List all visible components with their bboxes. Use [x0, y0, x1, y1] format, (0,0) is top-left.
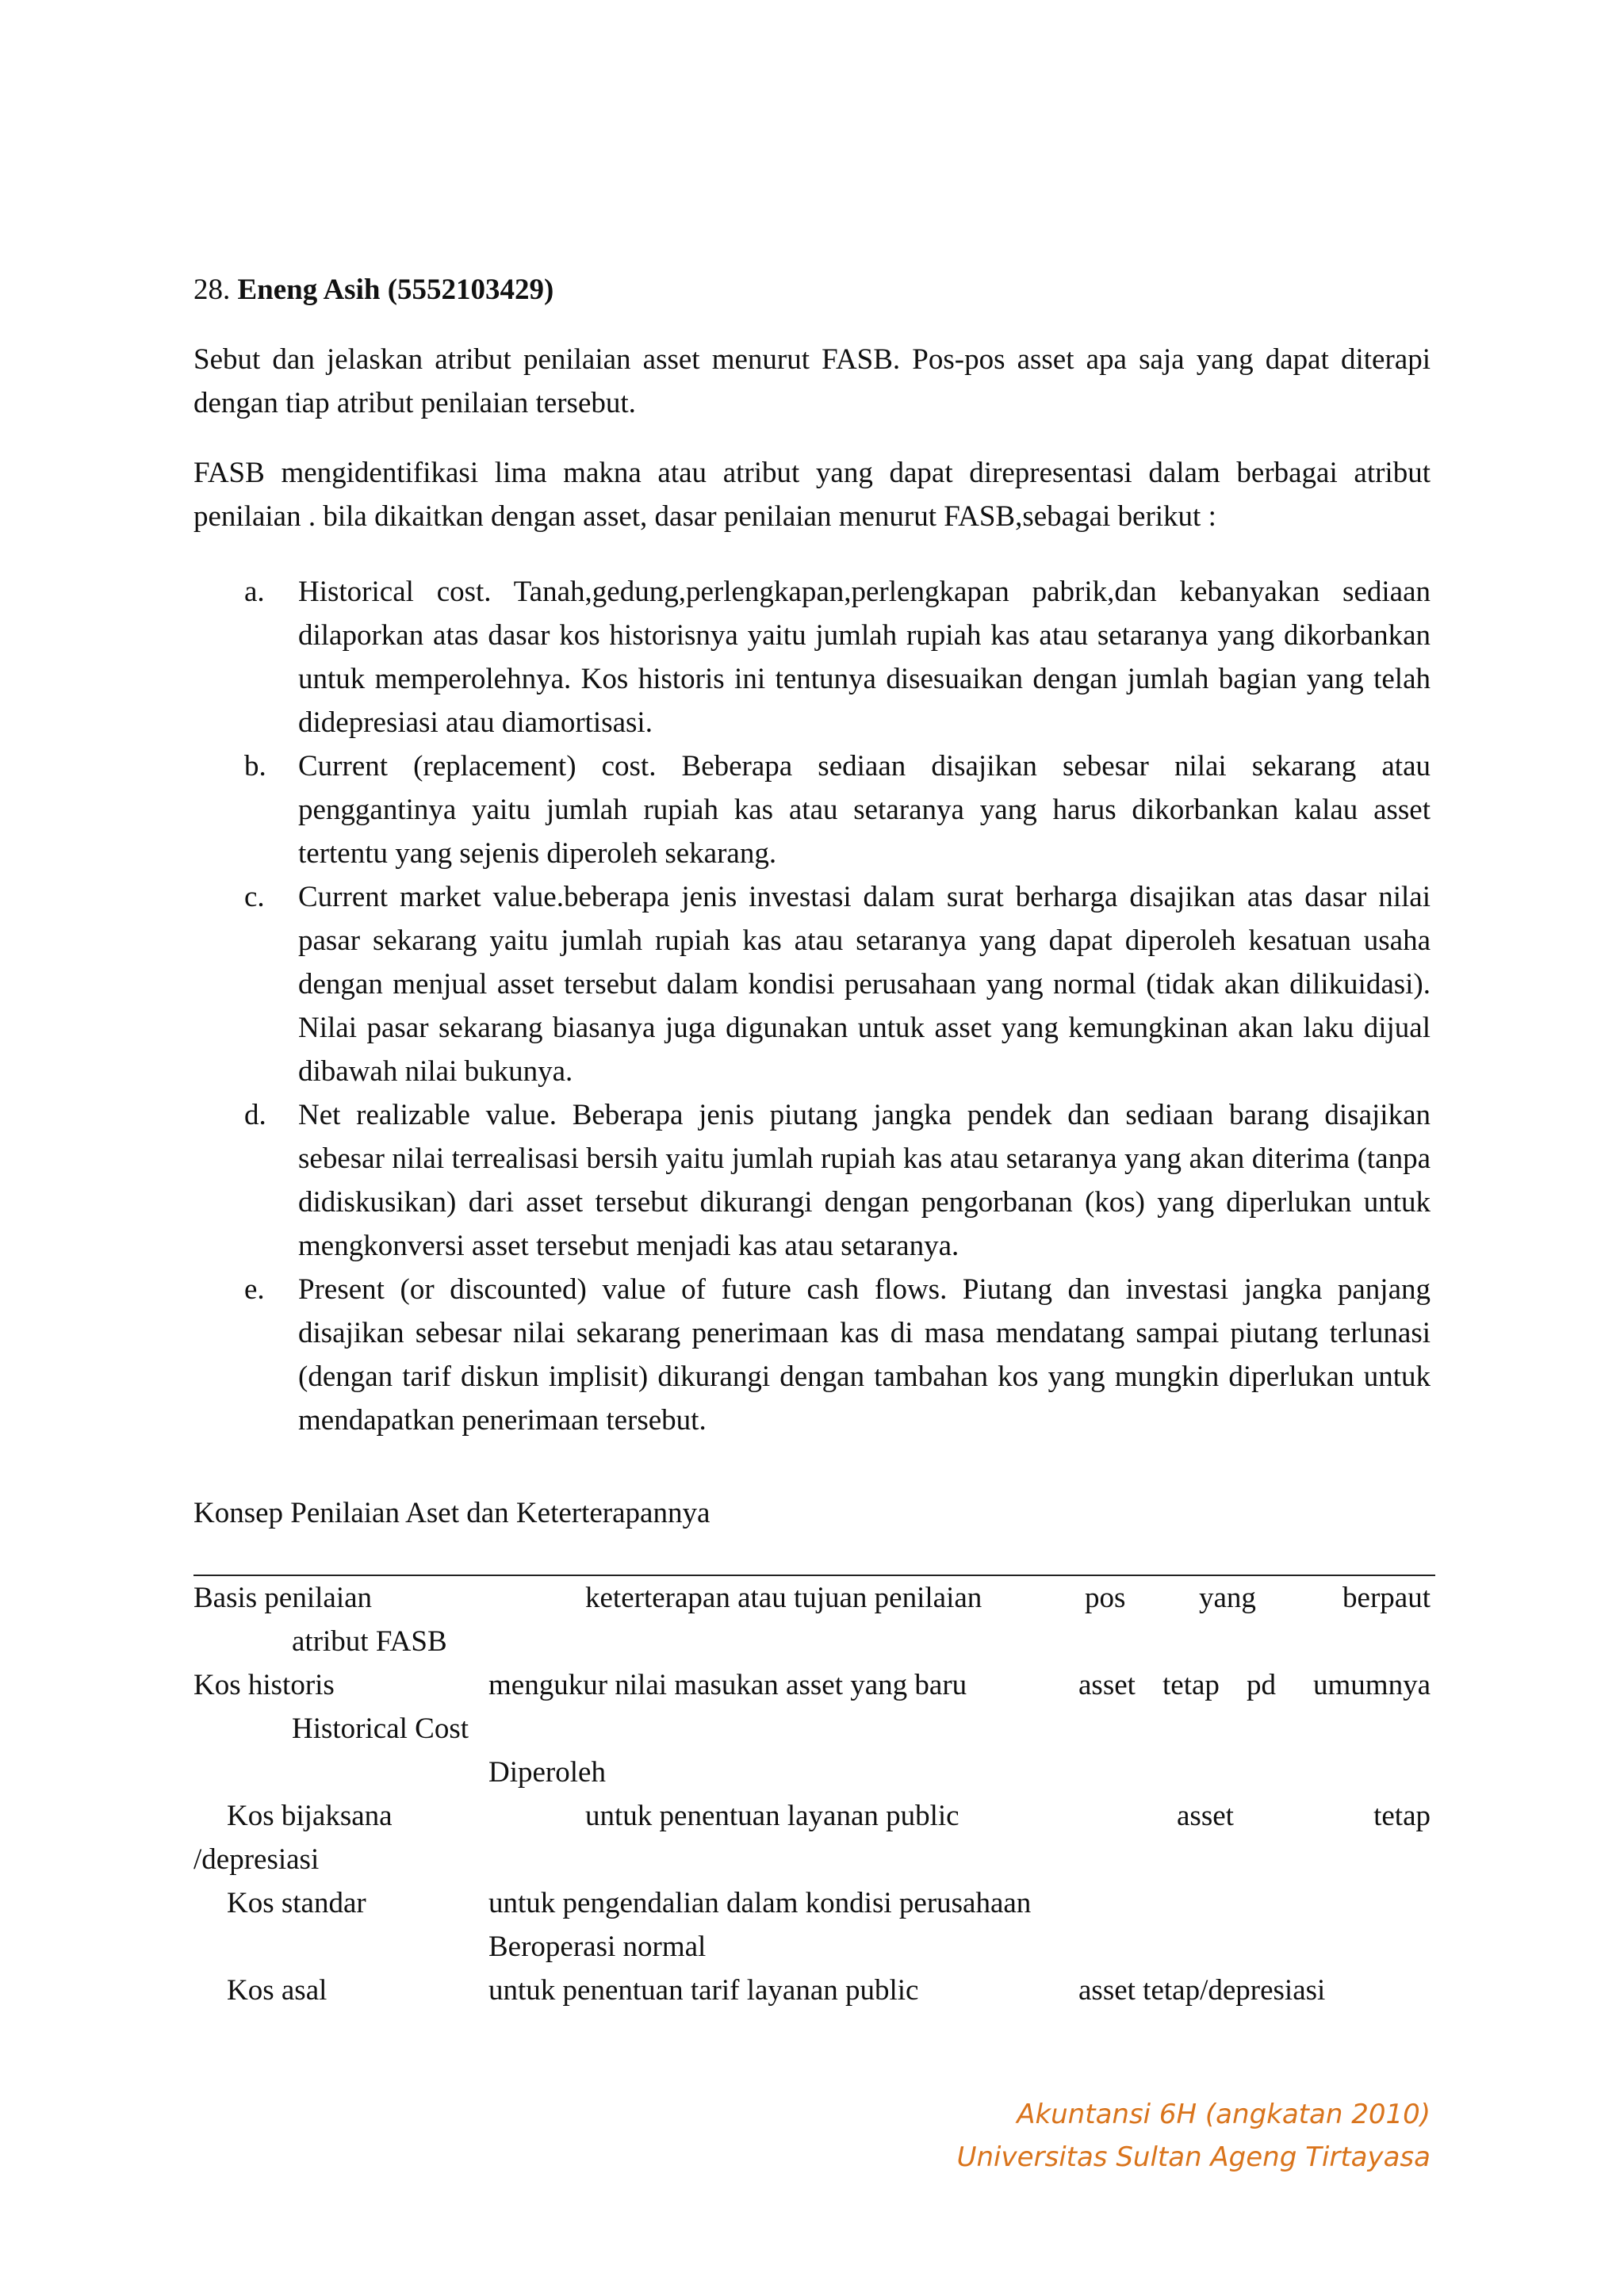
- table-cell: Historical Cost: [292, 1712, 469, 1745]
- table-row: [193, 1663, 1431, 1707]
- document-body: [193, 268, 1431, 2012]
- table-cell: untuk pengendalian dalam kondisi perusahaan: [488, 1887, 1032, 1919]
- table-cell: Diperoleh: [488, 1756, 606, 1789]
- table-cell: berpaut: [1342, 1582, 1431, 1614]
- list-item-text: Current (replacement) cost. Beberapa sediaan disajikan sebesar nilai sekarang atau penggantinya yaitu jumlah rupiah kas atau setaranya yang harus dikorbankan kalau asset tertentu yang sejenis diperoleh sekarang.: [298, 750, 1431, 870]
- table-header-row: [193, 1576, 1431, 1620]
- table-cell: Kos asal: [227, 1974, 327, 2007]
- table-cell: Kos bijaksana: [227, 1800, 393, 1832]
- table-cell: yang: [1199, 1582, 1256, 1614]
- question-paragraph: Sebut dan jelaskan atribut penilaian asset menurut FASB. Pos-pos asset apa saja yang dapat diterapi dengan tiap atribut penilaian tersebut.: [193, 343, 1431, 419]
- list-item-text: Historical cost. Tanah,gedung,perlengkapan,perlengkapan pabrik,dan kebanyakan sediaan dilaporkan atas dasar kos historisnya yaitu jumlah rupiah kas atau setaranya yang dikorbankan untuk memperolehnya. Kos historis ini tentunya disesuaikan dengan jumlah bagian yang telah didepresiasi atau diamortisasi.: [298, 576, 1431, 739]
- table-cell: Beroperasi normal: [488, 1931, 707, 1963]
- list-marker: a.: [244, 576, 265, 608]
- section-heading: [193, 268, 1431, 312]
- author-name: Eneng Asih (5552103429): [237, 274, 554, 306]
- table-cell: Basis penilaian: [193, 1582, 373, 1614]
- table-cell: /depresiasi: [193, 1843, 320, 1876]
- table-cell: Kos standar: [227, 1887, 366, 1919]
- table-row: [193, 1751, 1431, 1794]
- table-row: [193, 1620, 1431, 1663]
- heading-number: 28.: [193, 274, 238, 306]
- list-item: [193, 875, 1431, 1093]
- list-marker: c.: [244, 881, 265, 913]
- table-row: [193, 1925, 1431, 1969]
- list-marker: d.: [244, 1099, 266, 1131]
- list-marker: e.: [244, 1273, 265, 1306]
- list-item-text: Current market value.beberapa jenis investasi dalam surat berharga disajikan atas dasar nilai pasar sekarang yaitu jumlah rupiah kas atau setaranya yang dapat diperoleh kesatuan usaha dengan menjual asset tersebut dalam kondisi perusahaan yang normal (tidak akan dilikuidasi). Nilai pasar sekarang biasanya juga digunakan untuk asset yang kemungkinan akan laku dijual dibawah nilai bukunya.: [298, 881, 1431, 1088]
- list-item-text: Net realizable value. Beberapa jenis piutang jangka pendek dan sediaan barang disajikan sebesar nilai terrealisasi bersih yaitu jumlah rupiah kas atau setaranya yang akan diterima (tanpa didiskusikan) dari asset tersebut dikurangi dengan pengorbanan (kos) yang diperlukan untuk mengkonversi asset tersebut menjadi kas atau setaranya.: [298, 1099, 1431, 1262]
- list-item: [193, 744, 1431, 875]
- table-row: [193, 1969, 1431, 2012]
- valuation-attribute-list: [193, 570, 1431, 1442]
- table-cell: tetap: [1373, 1800, 1431, 1832]
- list-item-text: Present (or discounted) value of future cash flows. Piutang dan investasi jangka panjang disajikan sebesar nilai sekarang penerimaan kas di masa mendatang sampai piutang terlunasi (dengan tarif diskun implisit) dikurangi dengan tambahan kos yang mungkin diperlukan untuk mendapatkan penerimaan tersebut.: [298, 1273, 1431, 1437]
- list-item: [193, 1093, 1431, 1268]
- table-row: [193, 1707, 1431, 1751]
- list-marker: b.: [244, 750, 266, 783]
- intro-paragraph: FASB mengidentifikasi lima makna atau atribut yang dapat direpresentasi dalam berbagai atribut penilaian . bila dikaitkan dengan asset, dasar penilaian menurut FASB,sebagai berikut :: [193, 457, 1431, 533]
- table-row: [193, 1838, 1431, 1881]
- footer-course-line: Akuntansi 6H (angkatan 2010): [1017, 2099, 1431, 2130]
- valuation-concept-table: [193, 1576, 1431, 2012]
- table-cell: asset: [1177, 1800, 1234, 1832]
- table-cell: asset: [1078, 1669, 1136, 1701]
- table-cell: pos: [1085, 1582, 1126, 1614]
- list-item: [193, 1268, 1431, 1442]
- table-cell: mengukur nilai masukan asset yang baru: [488, 1669, 967, 1701]
- table-cell: keterterapan atau tujuan penilaian: [585, 1582, 982, 1614]
- table-cell: asset tetap/depresiasi: [1078, 1974, 1326, 2007]
- table-cell: atribut FASB: [292, 1625, 447, 1658]
- table-row: [193, 1881, 1431, 1925]
- table-cell: untuk penentuan layanan public: [585, 1800, 959, 1832]
- table-cell: umumnya: [1313, 1669, 1431, 1701]
- list-item: [193, 570, 1431, 744]
- footer-university-line: Universitas Sultan Ageng Tirtayasa: [956, 2141, 1431, 2173]
- table-title: Konsep Penilaian Aset dan Keterterapannya: [193, 1497, 710, 1529]
- page-footer: [957, 2093, 1431, 2179]
- table-row: [193, 1794, 1431, 1838]
- table-cell: tetap: [1162, 1669, 1220, 1701]
- table-cell: untuk penentuan tarif layanan public: [488, 1974, 919, 2007]
- table-cell: Kos historis: [193, 1669, 335, 1701]
- table-cell: pd: [1247, 1669, 1276, 1701]
